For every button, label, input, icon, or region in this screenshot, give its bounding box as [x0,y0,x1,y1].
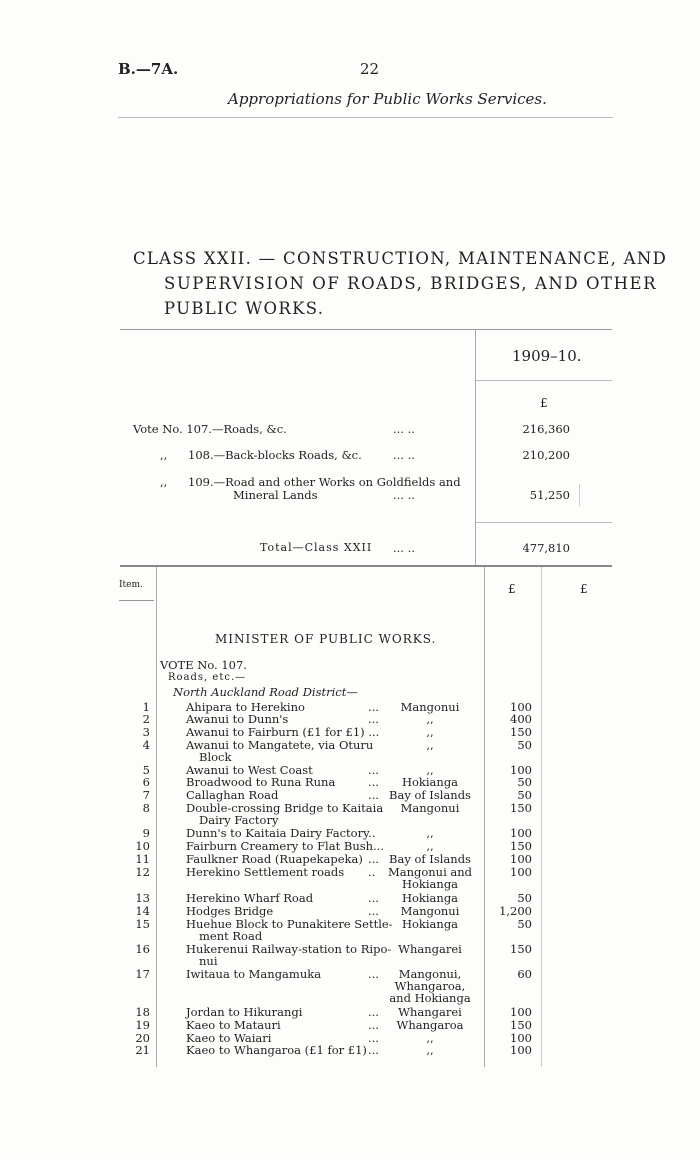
item-number: 5 [142,763,150,777]
item-header: Item. [119,580,143,590]
item-location: ,, [426,1031,434,1045]
roads-heading: Roads, etc.— [168,672,247,683]
item-number: 21 [135,1043,150,1057]
item-number: 18 [135,1005,150,1019]
item-dots: ... [368,775,379,789]
item-description: Ahipara to Herekino [186,700,305,714]
item-amount: 50 [517,917,532,931]
item-amount: 100 [510,1031,532,1045]
total-dots: ... .. [393,541,415,555]
item-number: 2 [142,712,150,726]
item-description: Broadwood to Runa Runa [186,775,336,789]
class-heading-line-2: SUPERVISION OF ROADS, BRIDGES, AND OTHER [164,274,658,293]
item-description: Herekino Wharf Road [186,891,314,905]
vote-108-label: 108.—Back-blocks Roads, &c. [188,448,362,462]
amount2-column-divider [541,567,542,1067]
item-dots: ... [368,967,379,981]
header-rule [118,117,613,118]
item-description: Kaeo to Matauri [186,1018,281,1032]
vote-108-prefix: ,, [160,448,168,462]
item-description: Awanui to Fairburn (£1 for £1) ... [186,725,380,739]
item-number: 9 [142,826,150,840]
total-label: Total—Class XXII [260,541,373,554]
item-description: Awanui to Dunn's [186,712,289,726]
item-description: Huehue Block to Punakitere Settle- [186,917,393,931]
item-location: Bay of Islands [389,852,471,866]
item-number: 17 [135,967,150,981]
item-location-cont: Hokianga [401,877,459,891]
vote-107-label: Vote No. 107.—Roads, &c. [133,422,287,436]
item-description: Fairburn Creamery to Flat Bush... [186,839,384,853]
item-description: Faulkner Road (Ruapekapeka) [186,852,363,866]
item-dots: ... [368,904,379,918]
item-amount: 50 [517,891,532,905]
vote-heading: VOTE No. 107. [160,658,247,672]
item-amount: 400 [510,712,532,726]
item-location: Whangarei [398,1005,462,1019]
district-heading: North Auckland Road District— [173,685,358,699]
item-location: Mangonui [400,904,460,918]
item-location-cont: Whangaroa, [394,979,466,993]
item-location: Hokianga [401,775,459,789]
item-location: ,, [426,725,434,739]
item-location: ,, [426,712,434,726]
item-amount: 100 [510,700,532,714]
item-number: 12 [135,865,150,879]
item-amount: 150 [510,942,532,956]
item-description: Dunn's to Kaitaia Dairy Factory.. [186,826,376,840]
item-location: ,, [426,826,434,840]
vote-109-label: 109.—Road and other Works on Goldfields and [188,475,461,489]
vote-108-dots: ... .. [393,448,415,462]
item-amount: 50 [517,738,532,752]
item-location: ,, [426,738,434,752]
item-number: 14 [135,904,150,918]
summary-year-rule [476,380,612,381]
item-description-cont: Block [199,750,232,764]
item-description: Hukerenui Railway-station to Ripo- [186,942,392,956]
summary-currency: £ [540,396,548,410]
item-description: Double-crossing Bridge to Kaitaia [186,801,384,815]
item-amount: 150 [510,725,532,739]
item-description: Kaeo to Whangaroa (£1 for £1) [186,1043,367,1057]
summary-bottom-rule [120,565,612,567]
item-description: Awanui to Mangatete, via Oturu [186,738,374,752]
page-title: Appropriations for Public Works Services. [228,90,547,108]
item-dots: ... [368,1018,379,1032]
item-amount: 100 [510,852,532,866]
item-dots: ... [368,763,379,777]
item-description: Herekino Settlement roads [186,865,345,879]
vote-108-amount: 210,200 [522,448,570,462]
class-heading-line-1: CLASS XXII. — CONSTRUCTION, MAINTENANCE, AND [133,249,668,268]
item-location: Bay of Islands [389,788,471,802]
item-description: Awanui to West Coast [186,763,313,777]
item-amount: 100 [510,1043,532,1057]
item-dots: ... [368,1043,379,1057]
vote-109-amount: 51,250 [529,488,570,502]
item-header-rule [119,600,154,601]
item-number: 7 [142,788,150,802]
item-description: Callaghan Road [186,788,279,802]
vote-107-amount: 216,360 [522,422,570,436]
item-location: Mangonui and [387,865,473,879]
item-location: Mangonui [400,700,460,714]
item-dots: ... [368,1005,379,1019]
item-column-divider [156,567,157,1067]
item-amount: 100 [510,826,532,840]
item-amount: 100 [510,1005,532,1019]
table-pound-1: £ [508,582,516,596]
document-code: B.—7A. [118,60,179,78]
item-dots: ... [368,712,379,726]
vote-107-dots: ... .. [393,422,415,436]
table-pound-2: £ [580,582,588,596]
item-number: 8 [142,801,150,815]
item-number: 13 [135,891,150,905]
item-number: 15 [135,917,150,931]
item-amount: 50 [517,788,532,802]
amount-column-divider [484,567,485,1067]
summary-year: 1909–10. [512,347,582,365]
item-location: Whangarei [398,942,462,956]
item-amount: 100 [510,763,532,777]
minister-heading: MINISTER OF PUBLIC WORKS. [215,632,437,646]
item-location: Mangonui [400,801,460,815]
vote-109-prefix: ,, [160,475,168,489]
item-location: Whangaroa [396,1018,464,1032]
vote-109-label-cont: Mineral Lands [233,488,318,502]
item-description: Jordan to Hikurangi [186,1005,303,1019]
item-number: 6 [142,775,150,789]
item-description-cont: nui [199,954,218,968]
item-location: ,, [426,839,434,853]
item-number: 3 [142,725,150,739]
item-location: ,, [426,1043,434,1057]
item-amount: 150 [510,839,532,853]
summary-divider [475,330,476,565]
item-location: Mangonui, [398,967,462,981]
item-description: Kaeo to Waiari [186,1031,272,1045]
item-amount: 150 [510,801,532,815]
item-number: 11 [135,852,150,866]
item-number: 16 [135,942,150,956]
item-dots: ... [368,891,379,905]
item-location: ,, [426,763,434,777]
item-dots: ... [368,1031,379,1045]
class-heading-line-3: PUBLIC WORKS. [164,299,325,318]
summary-top-rule [120,329,612,330]
summary-total-rule [476,522,612,523]
item-dots: .. [368,865,376,879]
item-location-cont: and Hokianga [389,991,471,1005]
page-number: 22 [360,60,380,78]
item-number: 20 [135,1031,150,1045]
item-description: Hodges Bridge [186,904,274,918]
item-amount: 60 [517,967,532,981]
item-amount: 50 [517,775,532,789]
total-amount: 477,810 [522,541,570,555]
item-dots: ... [368,788,379,802]
vote-109-tick [579,484,580,506]
item-amount: 100 [510,865,532,879]
item-location: Hokianga [401,891,459,905]
item-dots: ... [368,700,379,714]
item-number: 4 [142,738,150,752]
item-description-cont: ment Road [199,929,263,943]
item-number: 19 [135,1018,150,1032]
item-description: Iwitaua to Mangamuka [186,967,322,981]
item-amount: 1,200 [499,904,532,918]
item-amount: 150 [510,1018,532,1032]
item-dots: ... [368,852,379,866]
item-description-cont: Dairy Factory [199,813,279,827]
item-location: Hokianga [401,917,459,931]
item-number: 10 [135,839,150,853]
item-number: 1 [142,700,150,714]
vote-109-dots: ... .. [393,488,415,502]
